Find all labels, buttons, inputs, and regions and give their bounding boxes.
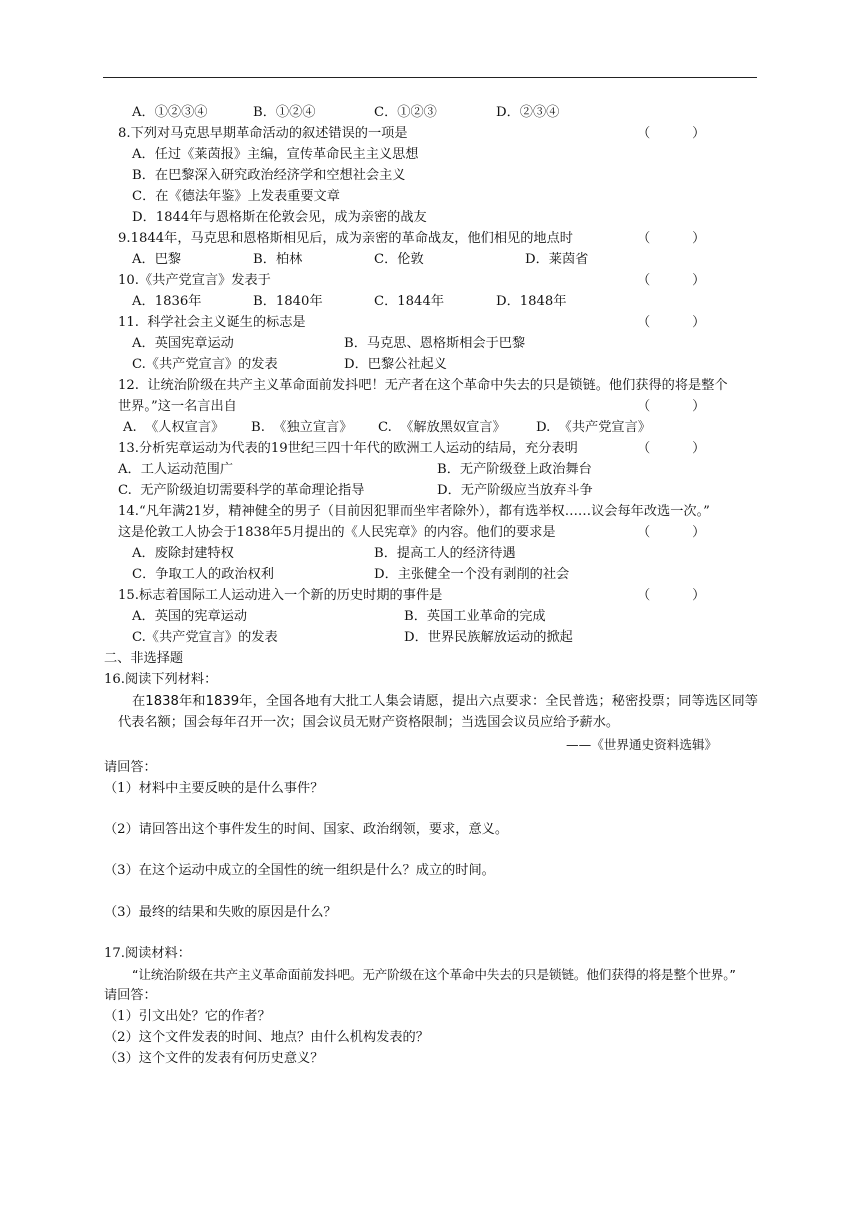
q17-material: “让统治阶级在共产主义革命面前发抖吧。无产阶级在这个革命中失去的只是锁链。他们获得的将是整个世界。” bbox=[132, 967, 736, 982]
q10-answer-paren: （ ） bbox=[637, 273, 706, 288]
q11-option-d: D．巴黎公社起义 bbox=[344, 357, 447, 372]
q12-option-a: A. 《人权宣言》 bbox=[123, 420, 225, 435]
q13-option-d: D．无产阶级应当放弃斗争 bbox=[437, 483, 593, 498]
q7-option-a: A．①②③④ bbox=[132, 105, 208, 120]
q15-option-a: A．英国的宪章运动 bbox=[132, 609, 248, 624]
q7-option-b: B．①②④ bbox=[253, 105, 316, 120]
q13-option-b: B．无产阶级登上政治舞台 bbox=[437, 462, 592, 477]
q8-option-d: D．1844年与恩格斯在伦敦会见，成为亲密的战友 bbox=[132, 210, 427, 225]
q10-option-d: D．1848年 bbox=[496, 294, 567, 309]
q11-stem: 11. 科学社会主义诞生的标志是 bbox=[118, 315, 306, 330]
q15-answer-paren: （ ） bbox=[637, 588, 706, 603]
q17-intro: 17.阅读材料： bbox=[104, 946, 191, 961]
q9-option-d: D．莱茵省 bbox=[525, 252, 589, 267]
q8-answer-paren: （ ） bbox=[637, 126, 706, 141]
q9-option-c: C．伦敦 bbox=[374, 252, 424, 267]
section-heading: 二、非选择题 bbox=[104, 651, 184, 666]
q15-option-b: B．英国工业革命的完成 bbox=[404, 609, 546, 624]
q10-option-c: C．1844年 bbox=[374, 294, 445, 309]
q17-sub-3: （3）这个文件的发表有何历史意义？ bbox=[104, 1051, 324, 1066]
q17-sub-1: （1）引文出处？它的作者？ bbox=[104, 1009, 271, 1024]
q14-stem-cont: 这是伦敦工人协会于1838年5月提出的《人民宪章》的内容。他们的要求是 bbox=[118, 525, 556, 540]
q9-option-a: A．巴黎 bbox=[132, 252, 182, 267]
q8-option-b: B．在巴黎深入研究政治经济学和空想社会主义 bbox=[132, 168, 406, 183]
q14-option-a: A．废除封建特权 bbox=[132, 546, 234, 561]
q9-stem: 9.1844年，马克思和恩格斯相见后，成为亲密的革命战友，他们相见的地点时 bbox=[118, 231, 573, 246]
q16-sub-4: （3）最终的结果和失败的原因是什么？ bbox=[104, 905, 337, 920]
q11-option-a: A．英国宪章运动 bbox=[132, 336, 234, 351]
q11-option-b: B．马克思、恩格斯相会于巴黎 bbox=[344, 336, 526, 351]
q14-option-b: B．提高工人的经济待遇 bbox=[374, 546, 516, 561]
q13-stem: 13.分析宪章运动为代表的19世纪三四十年代的欧洲工人运动的结局，充分表明 bbox=[118, 441, 578, 456]
q9-option-b: B．柏林 bbox=[253, 252, 303, 267]
q8-option-a: A．任过《莱茵报》主编，宣传革命民主主义思想 bbox=[132, 147, 419, 162]
q8-option-c: C．在《德法年鉴》上发表重要文章 bbox=[132, 189, 340, 204]
q17-sub-2: （2）这个文件发表的时间、地点？由什么机构发表的？ bbox=[104, 1030, 429, 1045]
header-rule bbox=[103, 77, 757, 78]
q8-stem: 8.下列对马克思早期革命活动的叙述错误的一项是 bbox=[118, 126, 408, 141]
q9-answer-paren: （ ） bbox=[637, 231, 706, 246]
q12-option-d: D. 《共产党宣言》 bbox=[536, 420, 651, 435]
q11-answer-paren: （ ） bbox=[637, 315, 706, 330]
q12-option-b: B. 《独立宣言》 bbox=[251, 420, 353, 435]
q14-answer-paren: （ ） bbox=[637, 525, 706, 540]
q14-option-d: D．主张健全一个没有剥削的社会 bbox=[374, 567, 570, 582]
q12-option-c: C. 《解放黑奴宣言》 bbox=[378, 420, 506, 435]
q15-option-d: D．世界民族解放运动的掀起 bbox=[404, 630, 573, 645]
q16-material: 在1838年和1839年，全国各地有大批工人集会请愿，提出六点要求：全民普选；秘密投票；同等选区同等代表名额；国会每年召开一次；国会议员无财产资格限制；当选国会议员应给予薪水。 bbox=[118, 694, 758, 730]
q16-sub-3: （3）在这个运动中成立的全国性的统一组织是什么？成立的时间。 bbox=[104, 863, 495, 878]
q10-option-a: A．1836年 bbox=[132, 294, 202, 309]
q16-intro: 16.阅读下列材料： bbox=[104, 672, 218, 687]
q14-option-c: C．争取工人的政治权利 bbox=[132, 567, 274, 582]
q10-stem: 10.《共产党宣言》发表于 bbox=[118, 273, 271, 288]
q13-answer-paren: （ ） bbox=[637, 441, 706, 456]
q12-answer-paren: （ ） bbox=[637, 399, 706, 414]
q15-option-c: C.《共产党宣言》的发表 bbox=[132, 630, 278, 645]
q11-option-c: C.《共产党宣言》的发表 bbox=[132, 357, 278, 372]
q13-option-c: C. 无产阶级迫切需要科学的革命理论指导 bbox=[118, 483, 365, 498]
q15-stem: 15.标志着国际工人运动进入一个新的历史时期的事件是 bbox=[118, 588, 443, 603]
q16-source: ——《世界通史资料选辑》 bbox=[566, 737, 718, 752]
q12-stem-cont: 世界。”这一名言出自 bbox=[118, 399, 237, 414]
q16-prompt: 请回答： bbox=[104, 760, 157, 775]
q7-option-d: D．②③④ bbox=[496, 105, 560, 120]
q13-option-a: A．工人运动范围广 bbox=[118, 462, 234, 477]
q10-option-b: B．1840年 bbox=[253, 294, 323, 309]
q17-prompt: 请回答： bbox=[104, 988, 157, 1003]
q7-option-c: C．①②③ bbox=[374, 105, 437, 120]
q12-stem: 12. 让统治阶级在共产主义革命面前发抖吧！无产者在这个革命中失去的只是锁链。他们获得的将是整个 bbox=[118, 378, 728, 393]
q14-stem: 14.“凡年满21岁，精神健全的男子（目前因犯罪而坐牢者除外），都有选举权……议会每年改选一次。” bbox=[118, 504, 710, 519]
q16-sub-1: （1）材料中主要反映的是什么事件？ bbox=[104, 781, 324, 796]
q16-sub-2: （2）请回答出这个事件发生的时间、国家、政治纲领，要求，意义。 bbox=[104, 822, 509, 837]
